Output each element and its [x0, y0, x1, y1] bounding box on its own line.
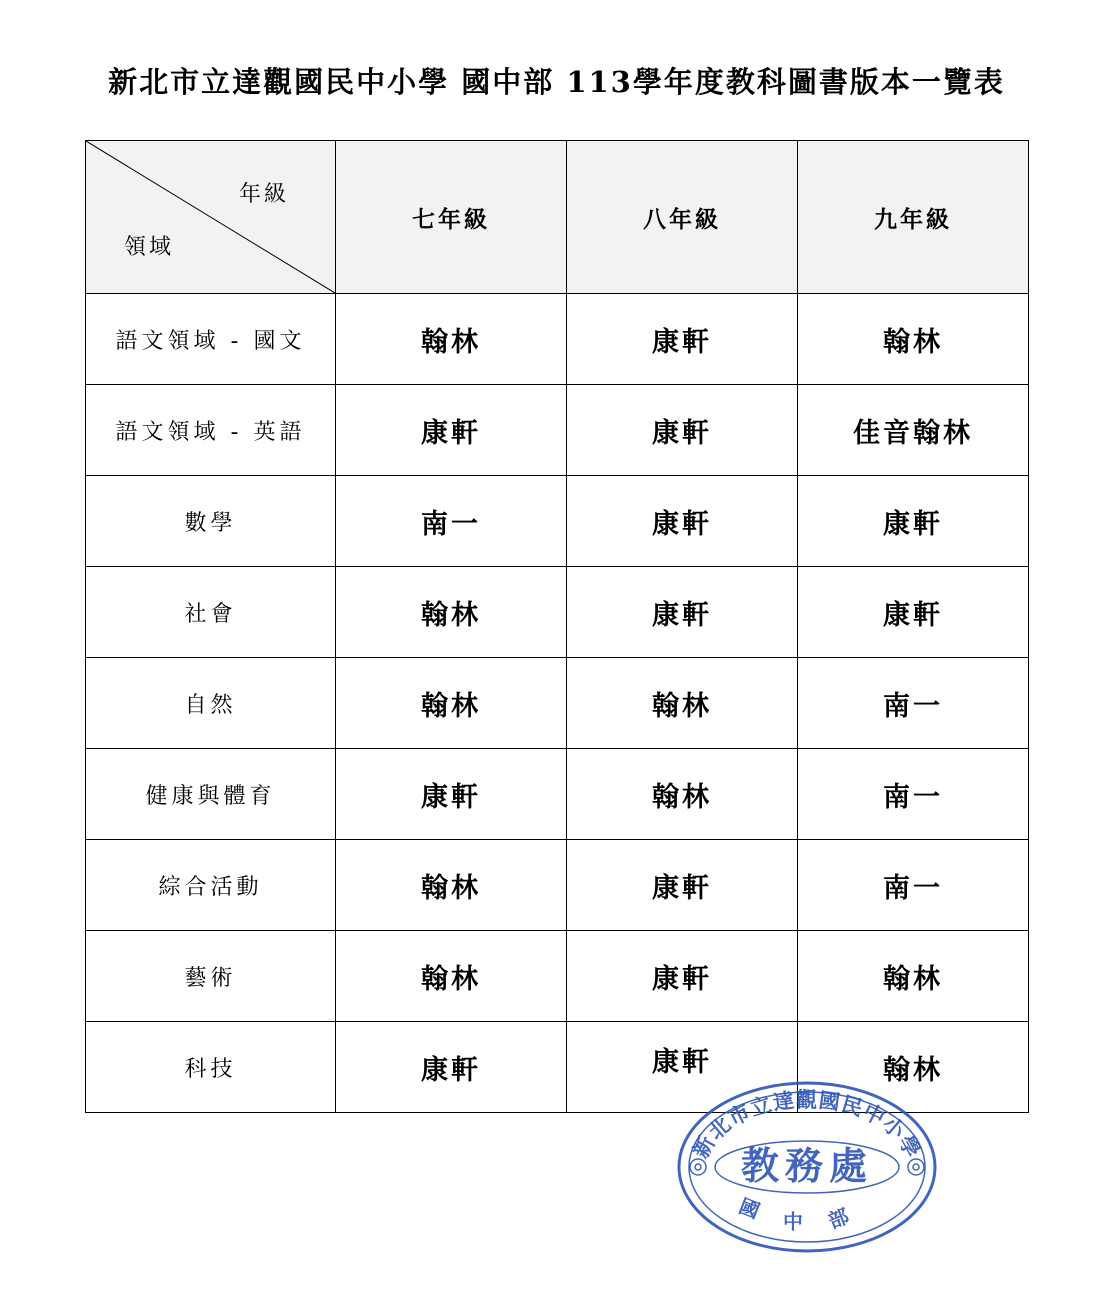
version-cell: 康軒: [567, 476, 798, 567]
version-cell: 康軒: [567, 931, 798, 1022]
stamp-bottom-textpath: 國中部: [735, 1193, 879, 1234]
document-title: 新北市立達觀國民中小學 國中部 113學年度教科圖書版本一覽表: [108, 65, 1005, 99]
grade-header-8: 八年級: [567, 141, 798, 294]
table-row: [86, 294, 1029, 385]
version-cell: 康軒: [336, 385, 567, 476]
subject-cell: 數學: [86, 476, 336, 567]
grade-header-7: 七年級: [336, 141, 567, 294]
version-cell: 南一: [798, 840, 1029, 931]
version-cell: 翰林: [336, 840, 567, 931]
version-cell: 翰林: [798, 931, 1029, 1022]
version-cell: 康軒: [567, 567, 798, 658]
version-cell: 康軒: [567, 840, 798, 931]
school-seal-stamp: [675, 1075, 940, 1255]
corner-diagonal-line: [86, 141, 335, 293]
version-cell: 翰林: [336, 931, 567, 1022]
table-row: [86, 476, 1029, 567]
subject-cell: 綜合活動: [86, 840, 336, 931]
table-row: [86, 385, 1029, 476]
version-cell: 翰林: [567, 658, 798, 749]
subject-cell: 語文領域 - 英語: [86, 385, 336, 476]
table-row: [86, 567, 1029, 658]
subject-cell: 健康與體育: [86, 749, 336, 840]
grade-axis-label: 年級: [238, 182, 289, 207]
version-cell: 康軒: [336, 1022, 567, 1113]
grade-header-9: 九年級: [798, 141, 1029, 294]
table-header-row: [86, 141, 1029, 294]
version-cell: 翰林: [567, 749, 798, 840]
version-cell: 康軒: [798, 567, 1029, 658]
version-cell: 翰林: [336, 567, 567, 658]
version-text: 康軒: [652, 1046, 712, 1078]
subject-cell: 自然: [86, 658, 336, 749]
subject-cell: 藝術: [86, 931, 336, 1022]
version-cell: 翰林: [336, 294, 567, 385]
textbook-version-table: [85, 140, 1029, 1113]
subject-cell: 科技: [86, 1022, 336, 1113]
subject-cell: 語文領域 - 國文: [86, 294, 336, 385]
stamp-bottom-text: [736, 1194, 879, 1234]
version-cell: 康軒: [567, 294, 798, 385]
version-cell: 南一: [336, 476, 567, 567]
version-cell: 康軒: [567, 385, 798, 476]
plum-blossom-icon: [690, 1159, 706, 1175]
table-row: [86, 749, 1029, 840]
version-cell: 翰林: [798, 294, 1029, 385]
version-cell: 翰林: [798, 1022, 1029, 1113]
version-cell: 康軒: [798, 476, 1029, 567]
version-cell: 南一: [798, 749, 1029, 840]
plum-blossom-icon: [908, 1159, 924, 1175]
stamp-center-text: 教務處: [740, 1143, 874, 1188]
version-cell: 翰林: [336, 658, 567, 749]
subject-cell: 社會: [86, 567, 336, 658]
version-cell: 南一: [798, 658, 1029, 749]
version-cell: 康軒: [336, 749, 567, 840]
domain-axis-label: 領域: [124, 235, 175, 260]
table-row: [86, 658, 1029, 749]
version-cell: 佳音翰林: [798, 385, 1029, 476]
table-row: [86, 931, 1029, 1022]
corner-header-cell: [86, 141, 336, 294]
stamp-arc-textpath: 新北市立達觀國民中小學: [687, 1087, 927, 1163]
table-row: [86, 840, 1029, 931]
